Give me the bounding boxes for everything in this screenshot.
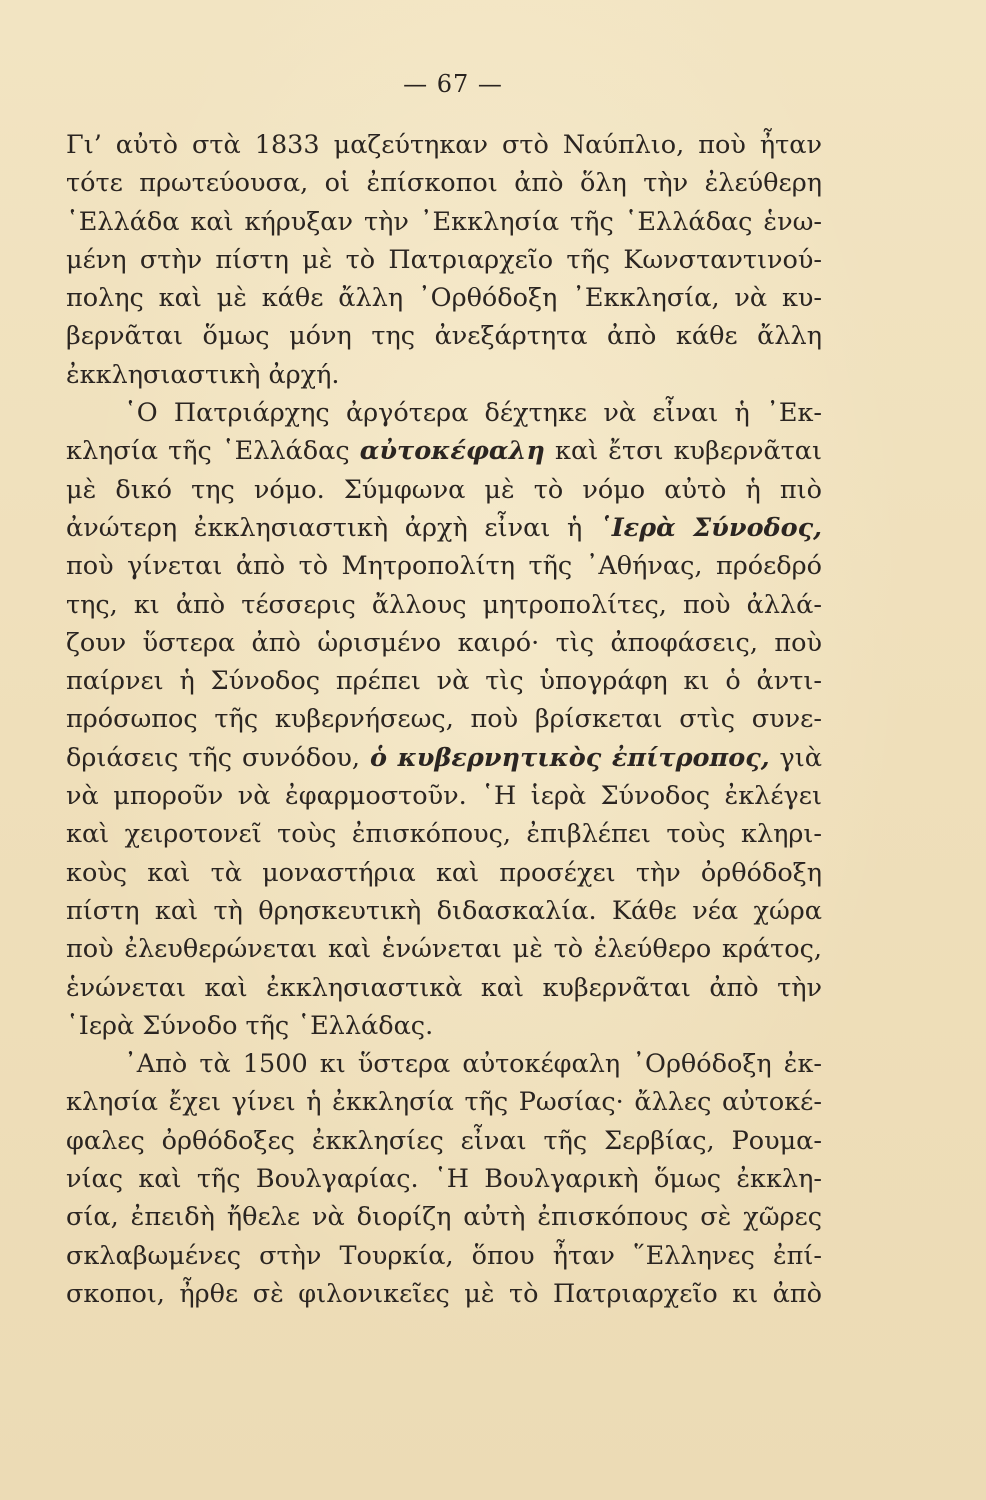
- text-line: σκλαβωμένες στὴν Τουρκία, ὅπου ἦταν ῞Ελληνες ἐπί-: [66, 1240, 822, 1271]
- text-line: πολης καὶ μὲ κάθε ἄλλη ᾿Ορθόδοξη ᾿Εκκλησία, νὰ κυ-: [66, 283, 822, 314]
- text-run: κλησία τῆς ῾Ελλάδας: [66, 436, 360, 467]
- text-line: κλησία ἔχει γίνει ἡ ἐκκλησία τῆς Ρωσίας· ἄλλες αὐτοκέ-: [66, 1087, 822, 1118]
- text-run: γιὰ: [769, 742, 822, 773]
- body-text: [66, 126, 822, 1313]
- text-run: δριάσεις τῆς συνόδου,: [66, 742, 370, 773]
- text-line: [66, 432, 822, 470]
- text-line: ῾Ο Πατριάρχης ἀργότερα δέχτηκε νὰ εἶναι ἡ ᾿Εκ-: [124, 398, 822, 429]
- text-line: βερνᾶται ὅμως μόνη της ἀνεξάρτητα ἀπὸ κάθε ἄλλη: [66, 321, 822, 352]
- emphasis-kyvernitikos-epitropos: ὁ κυβερνητικὸς ἐπίτροπος,: [369, 742, 770, 773]
- text-line: πρόσωπος τῆς κυβερνήσεως, ποὺ βρίσκεται στὶς συνε-: [66, 704, 822, 735]
- text-line: ἑνώνεται καὶ ἐκκλησιαστικὰ καὶ κυβερνᾶται ἀπὸ τὴν: [66, 972, 822, 1003]
- text-line: μὲ δικό της νόμο. Σύμφωνα μὲ τὸ νόμο αὐτὸ ἡ πιὸ: [66, 474, 822, 505]
- text-line: [66, 509, 822, 547]
- text-line: καὶ χειροτονεῖ τοὺς ἐπισκόπους, ἐπιβλέπει τοὺς κληρι-: [66, 819, 822, 850]
- text-line: παίρνει ἡ Σύνοδος πρέπει νὰ τὶς ὑπογράφη κι ὁ ἀντι-: [66, 666, 822, 697]
- text-line: [66, 739, 822, 777]
- emphasis-autokefali: αὐτοκέφαλη: [359, 436, 545, 467]
- text-line: νὰ μποροῦν νὰ ἐφαρμοστοῦν. ῾Η ἱερὰ Σύνοδος ἐκλέγει: [66, 781, 822, 812]
- text-line: ἐκκλησιαστικὴ ἀρχή.: [66, 359, 340, 390]
- text-line: ῾Ιερὰ Σύνοδο τῆς ῾Ελλάδας.: [66, 1010, 434, 1041]
- text-line: μένη στὴν πίστη μὲ τὸ Πατριαρχεῖο τῆς Κωνσταντινού-: [66, 244, 822, 275]
- text-line: τότε πρωτεύουσα, οἱ ἐπίσκοποι ἀπὸ ὅλη τὴν ἐλεύθερη: [66, 168, 822, 199]
- text-line: νίας καὶ τῆς Βουλγαρίας. ῾Η Βουλγαρικὴ ὅμως ἐκκλη-: [66, 1164, 822, 1195]
- text-run: καὶ ἔτσι κυβερνᾶται: [544, 436, 822, 467]
- text-line: της, κι ἀπὸ τέσσερις ἄλλους μητροπολίτες, ποὺ ἀλλά-: [66, 589, 822, 620]
- text-line: σία, ἐπειδὴ ἤθελε νὰ διορίζη αὐτὴ ἐπισκόπους σὲ χῶρες: [66, 1202, 822, 1233]
- text-line: φαλες ὀρθόδοξες ἐκκλησίες εἶναι τῆς Σερβίας, Ρουμα-: [66, 1125, 822, 1156]
- page-number: — 67 —: [403, 70, 503, 98]
- text-line: ζουν ὕστερα ἀπὸ ὡρισμένο καιρό· τὶς ἀποφάσεις, ποὺ: [66, 627, 822, 658]
- text-line: σκοποι, ἦρθε σὲ φιλονικεῖες μὲ τὸ Πατριαρχεῖο κι ἀπὸ: [66, 1278, 822, 1309]
- text-run: ἀνώτερη ἐκκλησιαστικὴ ἀρχὴ εἶναι ἡ: [66, 512, 599, 543]
- text-line: ᾿Απὸ τὰ 1500 κι ὕστερα αὐτοκέφαλη ᾿Ορθόδοξη ἐκ-: [124, 1049, 822, 1080]
- emphasis-iera-synodos: ῾Ιερὰ Σύνοδος,: [598, 512, 822, 543]
- text-line: ποὺ ἐλευθερώνεται καὶ ἑνώνεται μὲ τὸ ἐλεύθερο κράτος,: [66, 934, 822, 965]
- text-line: ποὺ γίνεται ἀπὸ τὸ Μητροπολίτη τῆς ᾿Αθήνας, πρόεδρό: [66, 551, 822, 582]
- text-line: Γι’ αὐτὸ στὰ 1833 μαζεύτηκαν στὸ Ναύπλιο, ποὺ ἦταν: [66, 130, 822, 160]
- text-line: πίστη καὶ τὴ θρησκευτικὴ διδασκαλία. Κάθε νέα χώρα: [66, 895, 822, 926]
- text-line: κοὺς καὶ τὰ μοναστήρια καὶ προσέχει τὴν ὀρθόδοξη: [66, 857, 822, 888]
- text-line: ῾Ελλάδα καὶ κήρυξαν τὴν ᾿Εκκλησία τῆς ῾Ελλάδας ἑνω-: [66, 206, 822, 237]
